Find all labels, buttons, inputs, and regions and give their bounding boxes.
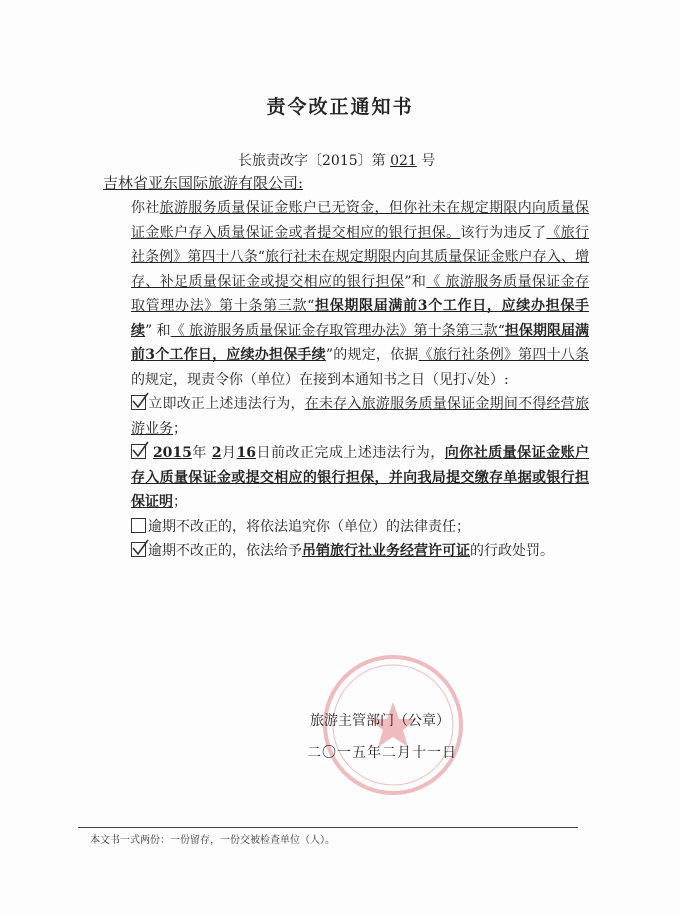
check-icon (131, 392, 149, 410)
check-icon (131, 441, 149, 459)
violation-paragraph: 你社旅游服务质量保证金账户已无资金，但你社未在规定期限内向质量保证金账户存入质量保证金或者提交相应的银行担保。该行为违反了《旅行社条例》第四十八条“旅行社未在规定期限内向其质量保证金账户存入、增存、补足质量保证金或提交相应的银行担保”和《 旅游服务质量保证金存取管理办法》第十条第三款“担保期限届满前3个工作日，应续办担保手续” 和《 旅游服务质量保证金存取管理办法》第十条第三款“担保期限届满前3个工作日，应续办担保手续”的规定，依据《旅行社条例》第四十八条的规定，现责令你（单位）在接到本通知书之日（见打✓处）: (131, 200, 590, 388)
doc-number-value: 021 (390, 153, 417, 169)
checkbox-option-3[interactable] (131, 518, 146, 533)
option-legal-liability: 逾期不改正的，将依法追究你（单位）的法律责任； (103, 515, 589, 540)
doc-number-prefix: 长旅责改字〔2015〕第 (238, 153, 386, 169)
footer-note: 本文书一式两份：一份留存，一份交被检查单位（人）。 (90, 835, 335, 846)
addressee: 吉林省亚东国际旅游有限公司: (103, 174, 304, 192)
issuing-authority: 旅游主管部门（公章） (310, 713, 450, 729)
issue-date: 二〇一五年二月十一日 (307, 745, 457, 761)
doc-number-suffix: 号 (421, 153, 436, 169)
option-deadline-correction: 2015年 2月16日前改正完成上述违法行为，向你社质量保证金账户存入质量保证金或提交相应的银行担保，并向我局提交缴存单据或银行担保证明； (103, 441, 589, 515)
check-icon (131, 539, 149, 557)
checkbox-option-1[interactable] (131, 395, 146, 410)
checkbox-option-2[interactable] (131, 444, 146, 459)
document-number (238, 150, 435, 170)
option-immediate-correction: 立即改正上述违法行为，在未存入旅游服务质量保证金期间不得经营旅游业务； (103, 392, 589, 441)
footer-divider (78, 827, 578, 828)
checkbox-option-4[interactable] (131, 542, 146, 557)
document-title: 责令改正通知书 (266, 96, 414, 118)
notice-body (103, 196, 589, 564)
option-license-revocation: 逾期不改正的，依法给予吊销旅行社业务经营许可证的行政处罚。 (103, 539, 589, 564)
